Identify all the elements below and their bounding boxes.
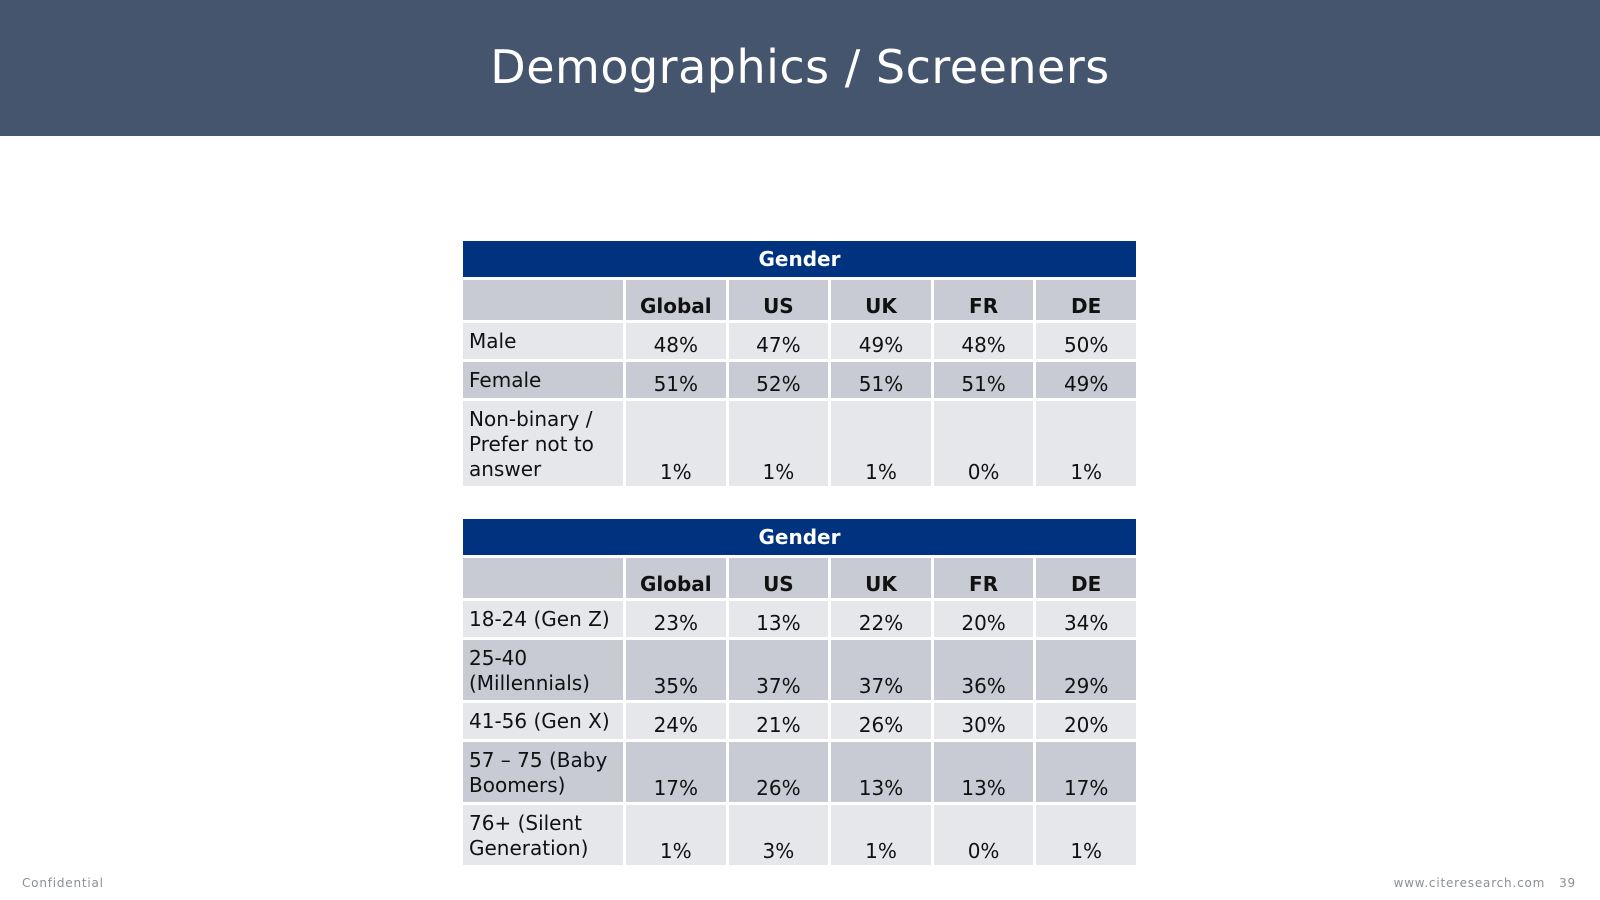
column-header-de: DE [1036,558,1136,598]
cell-value: 26% [831,703,931,739]
table-row [463,742,1136,802]
cell-value: 1% [1036,805,1136,865]
row-label: 76+ (Silent Generation) [463,805,623,865]
cell-value: 30% [934,703,1034,739]
website-url: www.citeresearch.com [1393,876,1546,890]
cell-value: 49% [1036,362,1136,398]
cell-value: 23% [626,601,726,637]
cell-value: 50% [1036,323,1136,359]
cell-value: 17% [1036,742,1136,802]
table-header: Gender [463,519,1136,555]
cell-value: 21% [729,703,829,739]
page-number: 39 [1559,876,1576,890]
cell-value: 52% [729,362,829,398]
column-header-global: Global [626,558,726,598]
cell-value: 34% [1036,601,1136,637]
column-header-global: Global [626,280,726,320]
table-row [463,401,1136,486]
table-row [463,703,1136,739]
row-label: 25-40 (Millennials) [463,640,623,700]
cell-value: 36% [934,640,1034,700]
table-row [463,640,1136,700]
column-header-uk: UK [831,558,931,598]
cell-value: 47% [729,323,829,359]
cell-value: 37% [729,640,829,700]
cell-value: 51% [626,362,726,398]
cell-value: 1% [831,805,931,865]
cell-value: 51% [934,362,1034,398]
table-header: Gender [463,241,1136,277]
cell-value: 24% [626,703,726,739]
cell-value: 35% [626,640,726,700]
cell-value: 1% [626,805,726,865]
table-row [463,323,1136,359]
column-header-fr: FR [934,280,1034,320]
cell-value: 51% [831,362,931,398]
cell-value: 1% [729,401,829,486]
cell-value: 20% [1036,703,1136,739]
cell-value: 20% [934,601,1034,637]
cell-value: 1% [626,401,726,486]
cell-value: 37% [831,640,931,700]
age-table [460,516,1139,868]
row-label: 41-56 (Gen X) [463,703,623,739]
cell-value: 49% [831,323,931,359]
gender-table [460,238,1139,489]
cell-value: 48% [626,323,726,359]
cell-value: 29% [1036,640,1136,700]
row-label: Non-binary / Prefer not to answer [463,401,623,486]
table-row [463,805,1136,865]
slide-title: Demographics / Screeners [490,40,1110,94]
column-header-fr: FR [934,558,1034,598]
table-row [463,601,1136,637]
row-label: Male [463,323,623,359]
column-header-us: US [729,558,829,598]
cell-value: 22% [831,601,931,637]
column-header-us: US [729,280,829,320]
cell-value: 1% [1036,401,1136,486]
cell-value: 13% [934,742,1034,802]
footer-right [1394,876,1576,890]
cell-value: 3% [729,805,829,865]
cell-value: 1% [831,401,931,486]
confidential-label: Confidential [22,876,104,890]
corner-cell [463,280,623,320]
cell-value: 13% [831,742,931,802]
row-label: 18-24 (Gen Z) [463,601,623,637]
table-row [463,362,1136,398]
cell-value: 0% [934,805,1034,865]
cell-value: 26% [729,742,829,802]
cell-value: 0% [934,401,1034,486]
cell-value: 17% [626,742,726,802]
row-label: Female [463,362,623,398]
corner-cell [463,558,623,598]
column-header-de: DE [1036,280,1136,320]
row-label: 57 – 75 (Baby Boomers) [463,742,623,802]
cell-value: 13% [729,601,829,637]
cell-value: 48% [934,323,1034,359]
column-header-uk: UK [831,280,931,320]
